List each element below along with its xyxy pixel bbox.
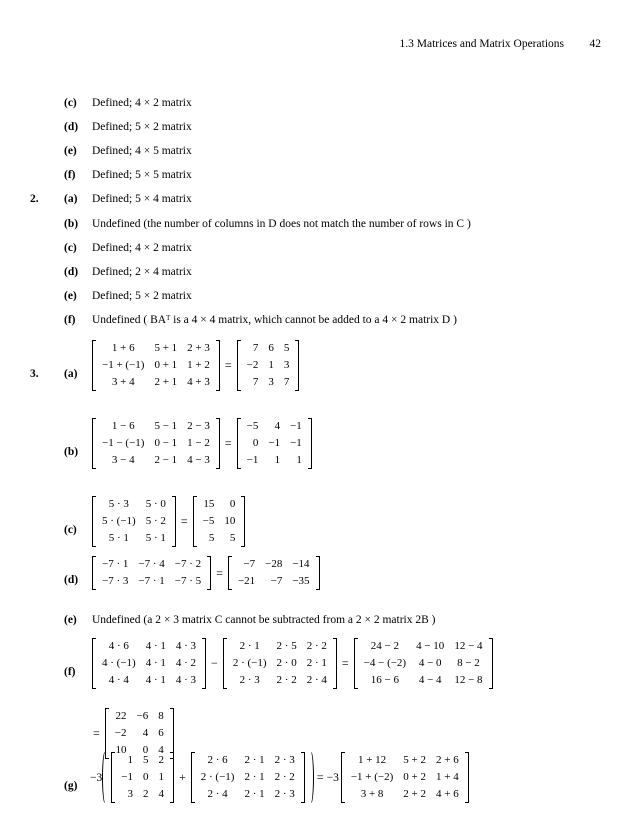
p3-g-matrix-sum-grid — [346, 752, 464, 803]
p3-c-matrix-product-entry: 5 · 3 — [108, 498, 129, 510]
p3-b-matrix-diff-row — [97, 435, 215, 452]
p3-b-matrix-result — [237, 418, 312, 469]
p3-f-matrix-diff-row — [359, 672, 488, 689]
p3-a-matrix-sum-entry: 1 + 2 — [187, 359, 210, 371]
p3-g-matrix-a-entry: 5 — [142, 754, 149, 766]
p3-c-matrix-result-row — [198, 496, 241, 513]
p3-a-label: (a) — [64, 368, 78, 380]
p3-d-matrix-product-entry: −7 · 4 — [138, 558, 165, 570]
p3-c-matrix-result-entry: 5 — [229, 532, 236, 544]
p3-b-matrix-diff-entry: 0 − 1 — [154, 437, 178, 449]
p3-f-matrix-result-entry: 4 — [158, 744, 164, 756]
p3-b-matrix-result-row — [242, 418, 307, 435]
p3-f-matrix-2b-entry: 2 · (−1) — [232, 657, 267, 669]
p3-b-matrix-result-entry: 4 — [274, 420, 281, 432]
p3-c-matrix-product-row — [97, 496, 171, 513]
p3-f-matrix-result-entry: −6 — [136, 710, 149, 722]
p3-g-matrix-sum-entry: 3 + 8 — [360, 788, 384, 800]
p3-g-matrix-sum-entry: 1 + 4 — [435, 771, 459, 783]
p3-b-matrix-diff — [92, 418, 220, 469]
p3-g-paren: 1 5 2 −1 0 1 3 2 4 + 2 · 6 2 · 1 2 · 3 2 · (−1) 2 · 1 2 · 2 2 · 4 2 · 1 2 · 3 — [102, 752, 314, 803]
p3-g-matrix-2b-row — [196, 752, 300, 769]
p3-f-matrix-diff-entry: 4 − 10 — [416, 640, 445, 652]
p3-c-matrix-result-entry: −5 — [202, 515, 215, 527]
p3-g-matrix-2b-entry: 2 · (−1) — [200, 771, 235, 783]
p3-f-matrix-2b-entry: 2 · 1 — [239, 640, 260, 652]
p3-f-matrix-2b-entry: 2 · 1 — [306, 657, 327, 669]
p3-b-matrix-result-grid — [242, 418, 307, 469]
p3-a-matrix-sum-entry: 2 + 1 — [154, 376, 178, 388]
p3-d-matrix-result-grid — [233, 556, 315, 590]
p3-d-matrix-result-entry: −7 — [243, 558, 256, 570]
p3-f-matrix-4a-entry: 4 · 3 — [175, 674, 197, 686]
p3-f-matrix-result-entry: 0 — [142, 744, 149, 756]
p3-f-matrix-result-entry: 8 — [158, 710, 164, 722]
p2-b-text: Undefined (the number of columns in D does not match the number of rows in C ) — [92, 218, 471, 230]
p3-g-matrix-2b-entry: 2 · 1 — [244, 771, 265, 783]
p3-g-matrix-2b-row — [196, 769, 300, 786]
p3-a-matrix-sum-entry: −1 + (−1) — [102, 359, 145, 371]
p3-c-matrix-result-entry: 5 — [208, 532, 215, 544]
p3-a-matrix-sum-entry: 0 + 1 — [154, 359, 178, 371]
p3-d-matrix-result-row — [233, 556, 315, 573]
p1-d-text: Defined; 5 × 2 matrix — [92, 121, 192, 133]
p3-a-matrix-result-entry: 7 — [283, 376, 290, 388]
p3-e-label: (e) — [64, 614, 77, 626]
p3-f-matrix-2b-row — [228, 655, 332, 672]
p3-g-matrix-2b-entry: 2 · 2 — [274, 771, 295, 783]
p3-f-matrix-diff — [354, 638, 493, 689]
p3-f-matrix-result-row — [110, 708, 169, 725]
p3-d-matrix-product-row — [97, 573, 206, 590]
page-number: 42 — [589, 38, 601, 50]
p3-e-text: Undefined (a 2 × 3 matrix C cannot be subtracted from a 2 × 2 matrix 2B ) — [92, 614, 436, 626]
p3-a-matrix-result-entry: 3 — [283, 359, 290, 371]
p3-g-scalar-2: −3 — [326, 771, 339, 784]
p3-f-matrix-2b-entry: 2 · 2 — [306, 640, 327, 652]
p3-d-equation: −7 · 1 −7 · 4 −7 · 2 −7 · 3 −7 · 1 −7 · 5 = −7 −28 −14 −21 −7 −35 — [90, 556, 322, 590]
p1-c-label: (c) — [64, 97, 77, 109]
p3-b-matrix-diff-entry: 1 − 6 — [111, 420, 135, 432]
p3-b-matrix-result-entry: −1 — [268, 437, 281, 449]
p3-f-label: (f) — [64, 666, 76, 678]
p3-f-matrix-2b-entry: 2 · 5 — [276, 640, 297, 652]
p3-g-matrix-sum — [341, 752, 469, 803]
p2-d-label: (d) — [64, 266, 79, 278]
p3-f-matrix-4a-entry: 4 · 2 — [175, 657, 197, 669]
p3-d-matrix-product-row — [97, 556, 206, 573]
p3-c-matrix-result-row — [198, 513, 241, 530]
p3-b-label: (b) — [64, 446, 79, 458]
p3-d-matrix-result-entry: −21 — [237, 575, 256, 587]
p3-b-matrix-diff-entry: 2 − 3 — [187, 420, 210, 432]
p2-e-label: (e) — [64, 290, 77, 302]
p3-g-matrix-a-row — [116, 786, 169, 803]
p3-a-matrix-sum-entry: 5 + 1 — [154, 342, 178, 354]
p3-f-matrix-diff-row — [359, 655, 488, 672]
p1-e-label: (e) — [64, 145, 77, 157]
p3-b-matrix-diff-entry: 2 − 1 — [154, 454, 178, 466]
p3-g-matrix-2b-entry: 2 · 3 — [274, 788, 295, 800]
p2-f-text: Undefined ( BAᵀ is a 4 × 4 matrix, which cannot be added to a 4 × 2 matrix D ) — [92, 314, 457, 326]
p2-c-label: (c) — [64, 242, 77, 254]
p3-f-matrix-2b-entry: 2 · 4 — [306, 674, 327, 686]
p3-f-matrix-result-entry: 10 — [115, 744, 127, 756]
p2-a-label: (a) — [64, 193, 78, 205]
p3-c-matrix-product-entry: 5 · (−1) — [102, 515, 136, 527]
p3-a-matrix-sum-entry: 4 + 3 — [187, 376, 210, 388]
p2-b-label: (b) — [64, 218, 79, 230]
p3-a-matrix-sum-grid — [97, 340, 215, 391]
p3-f-matrix-2b-entry: 2 · 0 — [276, 657, 297, 669]
p3-g-matrix-2b-grid — [196, 752, 300, 803]
p3-f-equation: 4 · 6 4 · 1 4 · 3 4 · (−1) 4 · 1 4 · 2 4 · 4 4 · 1 4 · 3 − 2 · 1 2 · 5 2 · 2 2 · (−1) 2 · 0 2 · 1 2 · 3 2 · 2 2 · 4 = 24 − 2 4 − 10 12 − 4 −4 − (−2) 4 − 0 8 − 2 16 − 6 4 − 4 12 − 8 — [90, 638, 495, 689]
p3-g-matrix-a-entry: 0 — [142, 771, 149, 783]
p3-g-scalar: −3 — [90, 771, 103, 784]
problem-3-number: 3. — [30, 368, 39, 380]
p3-f-matrix-diff-entry: −4 − (−2) — [363, 657, 407, 669]
p3-g-matrix-2b-row — [196, 786, 300, 803]
p1-d-label: (d) — [64, 121, 79, 133]
p3-c-matrix-result — [193, 496, 246, 547]
p3-b-matrix-diff-row — [97, 418, 215, 435]
p3-g-matrix-sum-entry: 0 + 2 — [403, 771, 426, 783]
p3-g-matrix-sum-entry: 5 + 2 — [403, 754, 426, 766]
p3-f-matrix-result-entry: 22 — [115, 710, 127, 722]
p3-d-matrix-result — [228, 556, 320, 590]
p3-a-matrix-result-grid — [242, 340, 295, 391]
p3-d-matrix-product-entry: −7 · 5 — [174, 575, 202, 587]
p1-c-text: Defined; 4 × 2 matrix — [92, 97, 192, 109]
p3-d-matrix-result-entry: −28 — [265, 558, 283, 570]
p3-f-matrix-diff-entry: 16 − 6 — [370, 674, 399, 686]
p3-f-matrix-4a-entry: 4 · 3 — [175, 640, 197, 652]
p3-g-matrix-2b-entry: 2 · 6 — [207, 754, 228, 766]
p3-a-matrix-result-row — [242, 374, 295, 391]
p3-b-matrix-diff-row — [97, 452, 215, 469]
p3-g-matrix-a-entry: 1 — [127, 754, 133, 766]
p3-d-matrix-product-entry: −7 · 1 — [102, 558, 129, 570]
p2-a-text: Defined; 5 × 4 matrix — [92, 193, 192, 205]
p3-c-matrix-product-entry: 5 · 2 — [145, 515, 166, 527]
p3-f-matrix-4a-entry: 4 · (−1) — [102, 657, 136, 669]
p3-b-matrix-result-entry: 1 — [274, 454, 281, 466]
p3-b-matrix-result-entry: 1 — [296, 454, 302, 466]
p3-f-matrix-result-entry: −2 — [114, 727, 127, 739]
p3-a-matrix-result-entry: 3 — [268, 376, 274, 388]
p3-f-matrix-4a-entry: 4 · 1 — [145, 674, 166, 686]
p3-a-equation: 1 + 6 5 + 1 2 + 3 −1 + (−1) 0 + 1 1 + 2 3 + 4 2 + 1 4 + 3 = 7 6 5 −2 1 3 7 3 7 — [90, 340, 301, 391]
p3-b-matrix-diff-entry: 1 − 2 — [187, 437, 210, 449]
p3-g-matrix-2b-entry: 2 · 4 — [207, 788, 228, 800]
p3-b-matrix-result-entry: 0 — [252, 437, 259, 449]
p3-c-matrix-product-row — [97, 530, 171, 547]
p3-f-matrix-diff-entry: 8 − 2 — [457, 657, 480, 669]
p3-c-matrix-product — [92, 496, 176, 547]
p3-c-matrix-result-entry: 0 — [229, 498, 236, 510]
p3-b-matrix-diff-entry: 3 − 4 — [111, 454, 135, 466]
p2-d-text: Defined; 2 × 4 matrix — [92, 266, 192, 278]
p3-f-matrix-diff-entry: 4 − 4 — [418, 674, 442, 686]
p3-d-matrix-product-entry: −7 · 1 — [138, 575, 165, 587]
p3-g-matrix-a — [111, 752, 174, 803]
p3-f-matrix-result-row — [110, 725, 169, 742]
p3-f-matrix-result-entry: 6 — [158, 727, 164, 739]
p3-g-matrix-a-grid — [116, 752, 169, 803]
p3-c-matrix-product-row — [97, 513, 171, 530]
p3-f-matrix-result-entry: 4 — [142, 727, 149, 739]
p3-c-matrix-product-entry: 5 · 0 — [145, 498, 166, 510]
p3-f-matrix-4a-entry: 4 · 6 — [108, 640, 129, 652]
p3-f-matrix-4a-entry: 4 · 4 — [108, 674, 129, 686]
p3-b-matrix-diff-entry: 5 − 1 — [154, 420, 178, 432]
p3-g-equation: −3 1 5 2 −1 0 1 3 2 4 + 2 · 6 2 · 1 2 · 3 2 · (−1) 2 · 1 2 · 2 2 · 4 2 · 1 2 · 3 = −3 1 + 12 5 + 2 2 + 6 −1 + (−2) 0 + 2 1 + 4 3 + 8 2 + 2 4 + 6 — [90, 752, 471, 803]
p3-b-matrix-result-entry: −1 — [290, 437, 302, 449]
p3-f-matrix-diff-entry: 12 − 4 — [454, 640, 483, 652]
running-header-title: 1.3 Matrices and Matrix Operations — [399, 38, 564, 50]
p3-g-matrix-a-entry: 2 — [158, 754, 164, 766]
p3-a-matrix-result — [237, 340, 300, 391]
p3-f-matrix-4a-entry: 4 · 1 — [145, 657, 166, 669]
p3-a-matrix-sum — [92, 340, 220, 391]
p3-d-matrix-result-row — [233, 573, 315, 590]
p3-f-matrix-4a — [92, 638, 206, 689]
p1-f-label: (f) — [64, 169, 76, 181]
p3-g-matrix-sum-row — [346, 752, 464, 769]
p3-f-matrix-4a-grid — [97, 638, 201, 689]
p3-a-matrix-sum-row — [97, 374, 215, 391]
p3-d-matrix-product-entry: −7 · 3 — [102, 575, 129, 587]
p2-f-label: (f) — [64, 314, 76, 326]
p3-f-matrix-4a-row — [97, 655, 201, 672]
p3-g-matrix-2b-entry: 2 · 1 — [244, 788, 265, 800]
p3-d-matrix-result-entry: −7 — [270, 575, 283, 587]
p3-b-matrix-diff-entry: −1 − (−1) — [102, 437, 145, 449]
p3-g-matrix-sum-row — [346, 786, 464, 803]
p1-f-text: Defined; 5 × 5 matrix — [92, 169, 192, 181]
p3-c-matrix-product-entry: 5 · 1 — [145, 532, 166, 544]
p3-a-matrix-result-entry: 5 — [283, 342, 290, 354]
p3-d-matrix-result-entry: −35 — [292, 575, 310, 587]
p3-d-matrix-product-entry: −7 · 2 — [174, 558, 202, 570]
p1-e-text: Defined; 4 × 5 matrix — [92, 145, 192, 157]
p3-a-matrix-result-entry: 7 — [252, 376, 259, 388]
p3-f-matrix-4a-row — [97, 638, 201, 655]
p3-c-matrix-result-entry: 10 — [224, 515, 236, 527]
p3-f-matrix-2b — [223, 638, 337, 689]
p3-f-result-equation: = 22 −6 8 −2 4 6 10 0 4 — [90, 708, 176, 759]
p3-c-equation: 5 · 3 5 · 0 5 · (−1) 5 · 2 5 · 1 5 · 1 = 15 0 −5 10 5 5 — [90, 496, 247, 547]
p3-d-matrix-product — [92, 556, 211, 590]
p3-f-matrix-diff-grid — [359, 638, 488, 689]
p3-d-matrix-product-grid — [97, 556, 206, 590]
p3-b-matrix-result-entry: −5 — [246, 420, 259, 432]
p3-c-label: (c) — [64, 524, 77, 536]
p3-a-matrix-result-entry: 6 — [268, 342, 274, 354]
p3-a-matrix-result-entry: 7 — [252, 342, 259, 354]
p2-c-text: Defined; 4 × 2 matrix — [92, 242, 192, 254]
p3-f-matrix-2b-row — [228, 638, 332, 655]
p3-g-matrix-2b-entry: 2 · 1 — [244, 754, 265, 766]
p3-f-matrix-4a-row — [97, 672, 201, 689]
p3-f-matrix-diff-row — [359, 638, 488, 655]
p3-d-matrix-result-entry: −14 — [292, 558, 310, 570]
p3-f-matrix-2b-entry: 2 · 2 — [276, 674, 297, 686]
p3-b-matrix-diff-entry: 4 − 3 — [187, 454, 210, 466]
p2-e-text: Defined; 5 × 2 matrix — [92, 290, 192, 302]
p3-f-matrix-4a-entry: 4 · 1 — [145, 640, 166, 652]
p3-g-matrix-a-entry: 4 — [158, 788, 164, 800]
p3-b-matrix-result-entry: −1 — [290, 420, 302, 432]
p3-g-matrix-a-entry: 3 — [127, 788, 133, 800]
p3-g-label: (g) — [64, 780, 78, 792]
p3-f-matrix-diff-entry: 12 − 8 — [454, 674, 483, 686]
p3-c-matrix-result-grid — [198, 496, 241, 547]
p3-g-matrix-sum-entry: 1 + 12 — [357, 754, 387, 766]
p3-b-equation: 1 − 6 5 − 1 2 − 3 −1 − (−1) 0 − 1 1 − 2 3 − 4 2 − 1 4 − 3 = −5 4 −1 0 −1 −1 −1 1 1 — [90, 418, 314, 469]
p3-a-matrix-sum-entry: 2 + 3 — [187, 342, 210, 354]
p3-a-matrix-sum-entry: 1 + 6 — [111, 342, 135, 354]
p3-f-matrix-diff-entry: 24 − 2 — [370, 640, 399, 652]
p3-a-matrix-result-entry: 1 — [268, 359, 274, 371]
p3-b-matrix-diff-grid — [97, 418, 215, 469]
p3-d-label: (d) — [64, 574, 79, 586]
p3-g-matrix-2b-entry: 2 · 3 — [274, 754, 295, 766]
p3-b-matrix-result-row — [242, 452, 307, 469]
p3-a-matrix-result-entry: −2 — [246, 359, 259, 371]
p3-f-matrix-2b-entry: 2 · 3 — [239, 674, 260, 686]
p3-g-matrix-a-entry: 1 — [158, 771, 164, 783]
p3-f-matrix-2b-row — [228, 672, 332, 689]
p3-a-matrix-sum-entry: 3 + 4 — [111, 376, 135, 388]
problem-2-number: 2. — [30, 193, 39, 205]
p3-c-matrix-result-row — [198, 530, 241, 547]
p3-c-matrix-product-grid — [97, 496, 171, 547]
p3-a-matrix-result-row — [242, 357, 295, 374]
p3-f-matrix-2b-grid — [228, 638, 332, 689]
p3-g-matrix-sum-entry: 4 + 6 — [435, 788, 459, 800]
p3-g-matrix-2b — [191, 752, 305, 803]
p3-g-matrix-sum-entry: −1 + (−2) — [350, 771, 394, 783]
p3-f-matrix-diff-entry: 4 − 0 — [418, 657, 442, 669]
p3-a-matrix-result-row — [242, 340, 295, 357]
p3-g-matrix-sum-entry: 2 + 6 — [435, 754, 459, 766]
p3-g-matrix-a-entry: 2 — [142, 788, 149, 800]
p3-a-matrix-sum-row — [97, 357, 215, 374]
p3-g-matrix-sum-row — [346, 769, 464, 786]
p3-b-matrix-result-row — [242, 435, 307, 452]
p3-b-matrix-result-entry: −1 — [246, 454, 259, 466]
p3-g-matrix-a-entry: −1 — [121, 771, 133, 783]
p3-g-matrix-sum-entry: 2 + 2 — [403, 788, 426, 800]
p3-g-matrix-a-row — [116, 752, 169, 769]
p3-g-matrix-a-row — [116, 769, 169, 786]
p3-c-matrix-product-entry: 5 · 1 — [108, 532, 129, 544]
p3-a-matrix-sum-row — [97, 340, 215, 357]
p3-c-matrix-result-entry: 15 — [203, 498, 215, 510]
